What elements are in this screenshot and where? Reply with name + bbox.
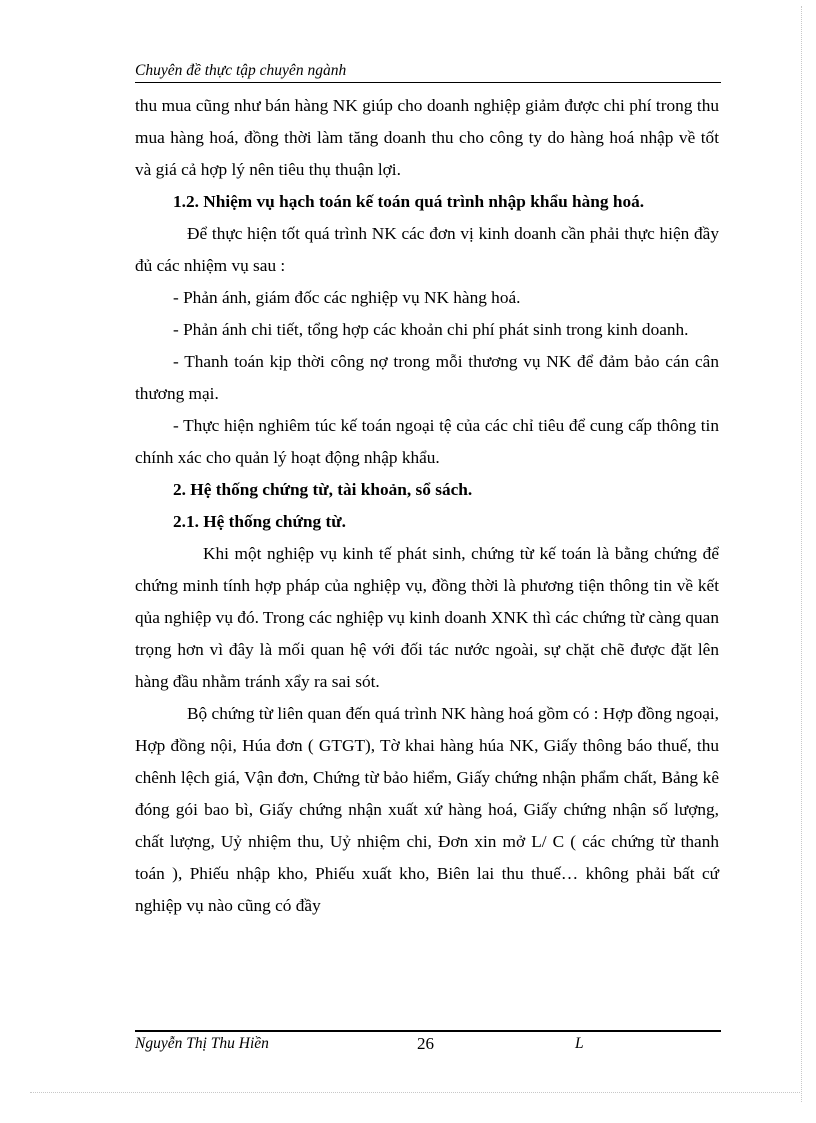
paragraph-documents-list: Bộ chứng từ liên quan đến quá trình NK hàng hoá gồm có : Hợp đồng ngoại, Hợp đồng nội, Húa đơn ( GTGT), Tờ khai hàng húa NK, Giấy thông báo thuế, thu chênh lệch giá, Vận đơn, Chứng từ bảo hiểm, Giấy chứng nhận phẩm chất, Bảng kê đóng gói bao bì, Giấy chứng nhận xuất xứ hàng hoá, Giấy chứng nhận số lượng, chất lượng, Uỷ nhiệm thu, Uỷ nhiệm chi, Đơn xin mở L/ C ( các chứng từ thanh toán ), Phiếu nhập kho, Phiếu xuất kho, Biên lai thu thuế… không phải bất cứ nghiệp vụ nào cũng có đầy: [135, 704, 719, 915]
list-item-task-1: - Phản ánh, giám đốc các nghiệp vụ NK hàng hoá.: [173, 288, 521, 307]
footer-author: Nguyễn Thị Thu Hiền: [135, 1035, 269, 1052]
page-edge-bottom: [30, 1092, 800, 1093]
page-number: 26: [417, 1034, 434, 1053]
list-item-task-4: - Thực hiện nghiêm túc kế toán ngoại tệ của các chỉ tiêu để cung cấp thông tin chính xác cho quản lý hoạt động nhập khẩu.: [135, 416, 719, 467]
page-edge-right: [801, 6, 802, 1102]
page-header: [135, 58, 721, 83]
footer-mark: L: [575, 1035, 584, 1052]
section-heading-2-1: 2.1. Hệ thống chứng từ.: [173, 512, 346, 531]
paragraph-documents-intro: Khi một nghiệp vụ kinh tế phát sinh, chứng từ kế toán là bằng chứng để chứng minh tính hợp pháp của nghiệp vụ, đồng thời là phương tiện thông tin về kết qủa nghiệp vụ đó. Trong các nghiệp vụ kinh doanh XNK thì các chứng từ càng quan trọng hơn vì đây là mối quan hệ với đối tác nước ngoài, sự chặt chẽ được đặt lên hàng đầu nhằm tránh xẩy ra sai sót.: [135, 544, 719, 691]
paragraph-continuation: thu mua cũng như bán hàng NK giúp cho doanh nghiệp giảm được chi phí trong thu mua hàng hoá, đồng thời làm tăng doanh thu cho công ty do hàng hoá nhập về tốt và giá cả hợp lý nên tiêu thụ thuận lợi.: [135, 96, 719, 179]
section-heading-2: 2. Hệ thống chứng từ, tài khoản, sổ sách.: [173, 480, 473, 499]
page-footer: [135, 1030, 721, 1062]
document-body: [135, 90, 719, 922]
list-item-task-2: - Phản ánh chi tiết, tổng hợp các khoản chi phí phát sinh trong kinh doanh.: [173, 320, 689, 339]
paragraph-intro-tasks: Để thực hiện tốt quá trình NK các đơn vị kinh doanh cần phải thực hiện đầy đủ các nhiệm vụ sau :: [135, 224, 719, 275]
section-heading-1-2: 1.2. Nhiệm vụ hạch toán kế toán quá trình nhập khẩu hàng hoá.: [173, 192, 645, 211]
list-item-task-3: - Thanh toán kịp thời công nợ trong mỗi thương vụ NK để đảm bảo cán cân thương mại.: [135, 352, 719, 403]
header-title: Chuyên đề thực tập chuyên ngành: [135, 62, 347, 79]
